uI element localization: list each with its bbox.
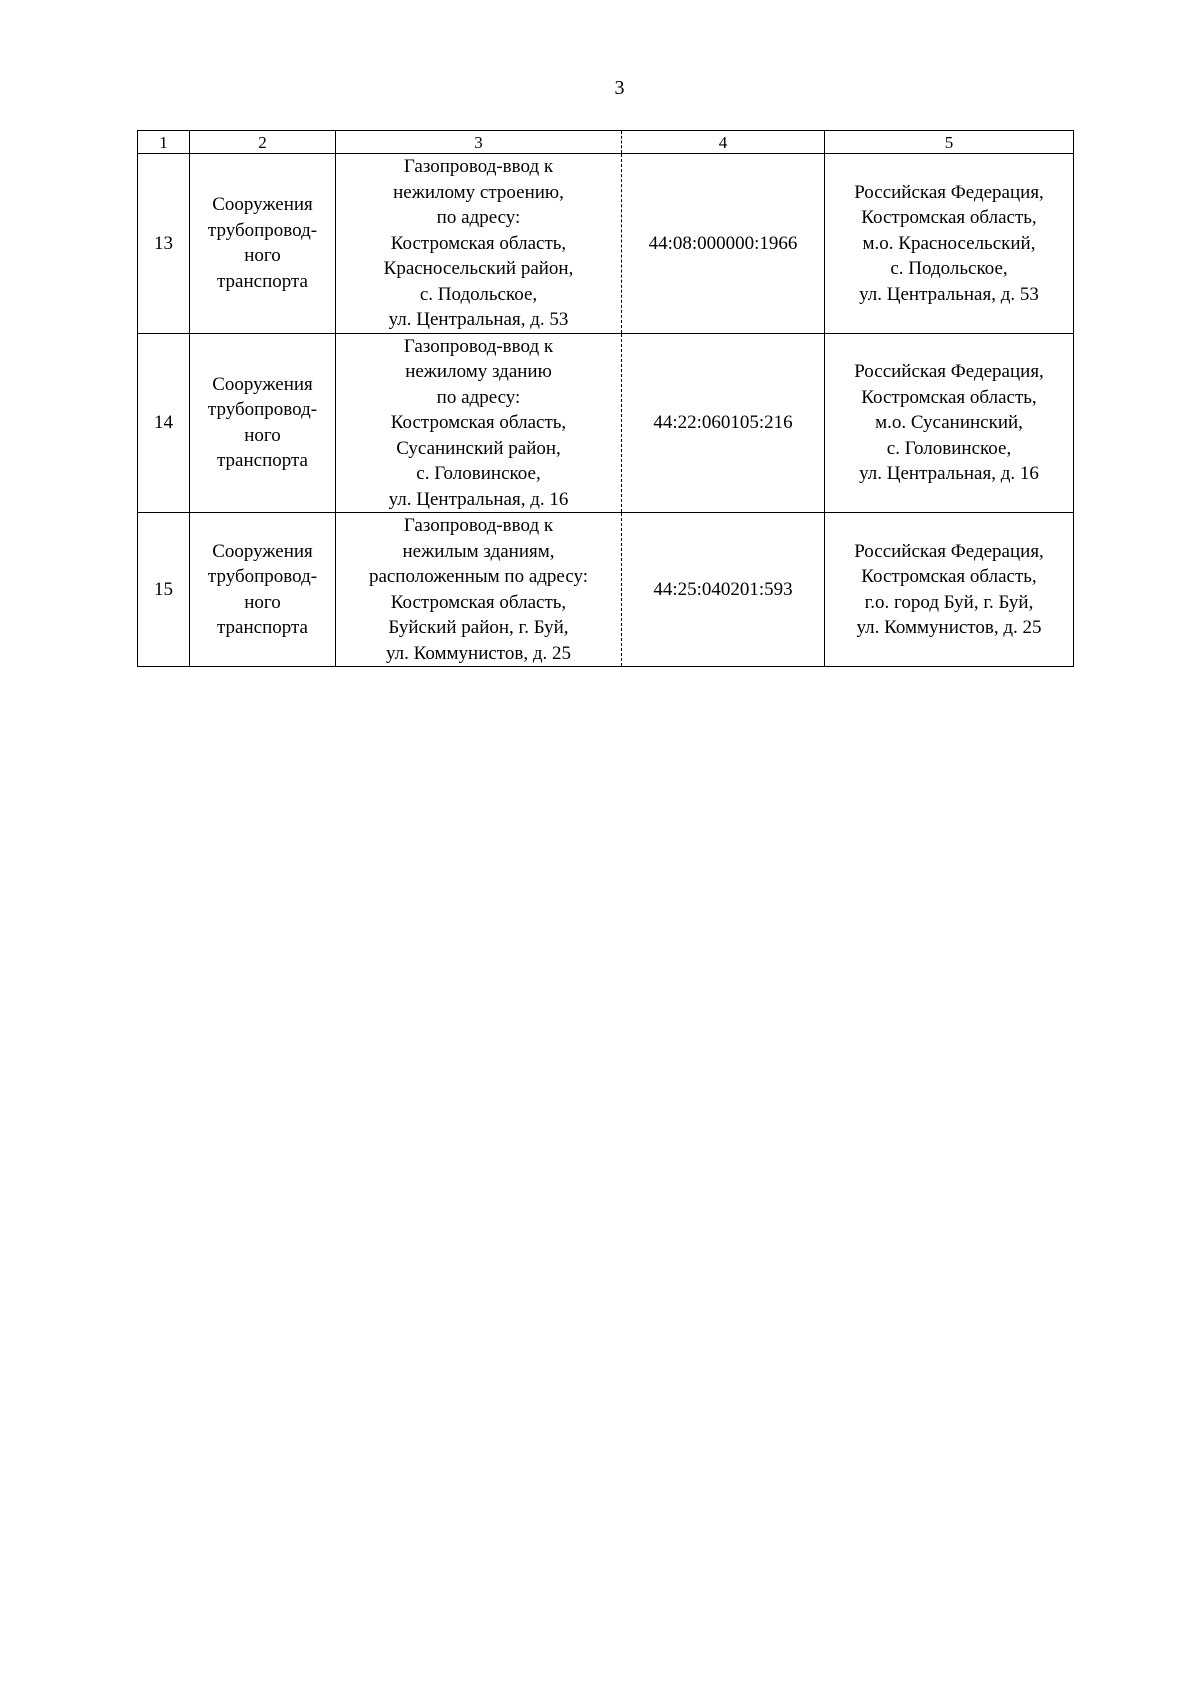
cadastral-number-cell: 44:08:000000:1966 xyxy=(622,154,825,334)
object-name-cell: Газопровод-ввод к нежилому строению, по адресу: Костромская область, Красносельский район, с. Подольское, ул. Центральная, д. 53 xyxy=(336,154,622,334)
cadastral-number-cell: 44:25:040201:593 xyxy=(622,513,825,667)
object-address-cell: Российская Федерация, Костромская область, м.о. Сусанинский, с. Головинское, ул. Центральная, д. 16 xyxy=(825,333,1074,513)
row-number-cell: 14 xyxy=(138,333,190,513)
object-type-cell: Сооружения трубопровод- ного транспорта xyxy=(190,513,336,667)
row-number-cell: 13 xyxy=(138,154,190,334)
object-type-cell: Сооружения трубопровод- ного транспорта xyxy=(190,333,336,513)
object-type-cell: Сооружения трубопровод- ного транспорта xyxy=(190,154,336,334)
row-number-cell: 15 xyxy=(138,513,190,667)
property-registry-table xyxy=(137,130,1074,667)
table-row xyxy=(138,513,1074,667)
table-row xyxy=(138,333,1074,513)
column-number-2: 2 xyxy=(190,131,336,154)
object-address-cell: Российская Федерация, Костромская область, г.о. город Буй, г. Буй, ул. Коммунистов, д. 25 xyxy=(825,513,1074,667)
column-number-5: 5 xyxy=(825,131,1074,154)
table-row xyxy=(138,154,1074,334)
page-number: 3 xyxy=(614,77,625,99)
object-name-cell: Газопровод-ввод к нежилому зданию по адресу: Костромская область, Сусанинский район, с. Головинское, ул. Центральная, д. 16 xyxy=(336,333,622,513)
column-number-1: 1 xyxy=(138,131,190,154)
column-number-3: 3 xyxy=(336,131,622,154)
object-address-cell: Российская Федерация, Костромская область, м.о. Красносельский, с. Подольское, ул. Центральная, д. 53 xyxy=(825,154,1074,334)
column-number-row xyxy=(138,131,1074,154)
cadastral-number-cell: 44:22:060105:216 xyxy=(622,333,825,513)
column-number-4: 4 xyxy=(622,131,825,154)
object-name-cell: Газопровод-ввод к нежилым зданиям, расположенным по адресу: Костромская область, Буйский район, г. Буй, ул. Коммунистов, д. 25 xyxy=(336,513,622,667)
